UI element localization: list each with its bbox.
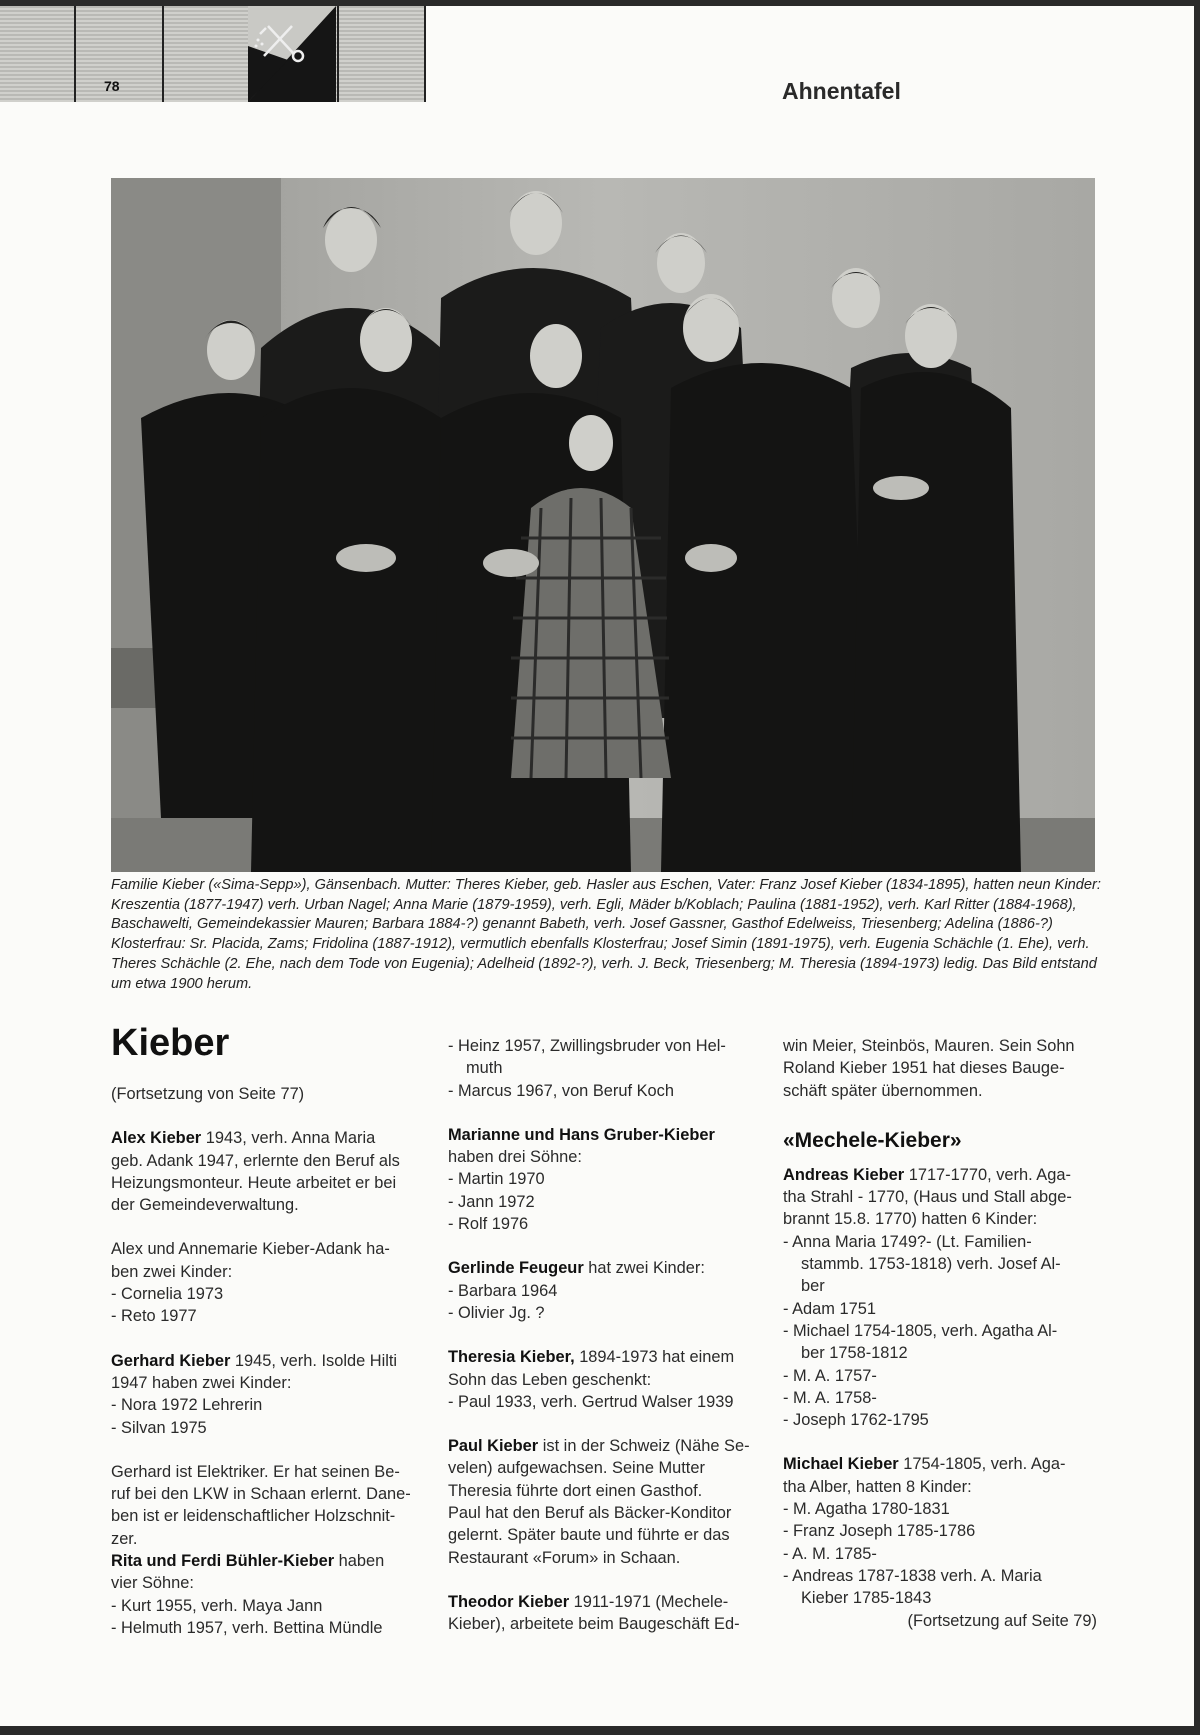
header-divider (424, 6, 426, 102)
text-line: tha Alber, hatten 8 Kinder: (783, 1477, 972, 1496)
paragraph: Michael Kieber 1754-1805, verh. Aga- (783, 1455, 1066, 1474)
list-item: - Andreas 1787-1838 verh. A. Maria (783, 1566, 1042, 1585)
page-number: 78 (104, 78, 120, 94)
paragraph: Alex Kieber 1943, verh. Anna Maria (111, 1129, 376, 1148)
list-item: muth (466, 1059, 503, 1078)
text-line: zer. (111, 1529, 138, 1548)
list-item: - Paul 1933, verh. Gertrud Walser 1939 (448, 1392, 734, 1411)
page (0, 6, 1194, 1726)
text-line: gelernt. Später baute und führte er das (448, 1526, 730, 1545)
text-line: Sohn das Leben geschenkt: (448, 1370, 652, 1389)
article-subtitle: (Fortsetzung von Seite 77) (111, 1085, 305, 1103)
person-name: Gerhard Kieber (111, 1351, 231, 1370)
article-title: Kieber (111, 1022, 230, 1064)
text-line: Paul hat den Beruf als Bäcker-Konditor (448, 1504, 732, 1523)
text-line: ruf bei den LKW in Schaan erlernt. Dane- (111, 1485, 411, 1504)
photo-caption: Familie Kieber («Sima-Sepp»), Gänsenbach. Mutter: Theres Kieber, geb. Hasler aus Eschen, Vater: Franz Josef Kieber (1834-1895), hatten neun Kinder: Kreszentia (1877-1947) verh. Urban Nagel; Anna Marie (1879-1959), verh. Egli, Mäder b/Koblach; Paulina (1881-1952), verh. Karl Ritter (1884-1968), Baschawelti, Gemeindekassier Mauren; Barbara 1884-?) genannt Babeth, verh. Josef Gassner, Gasthof Edelweiss, Triesenberg; Adelina (1886-?) Klosterfrau: Sr. Placida, Zams; Fridolina (1887-1912), vermutlich ebenfalls Klosterfrau; Josef Simin (1891-1975), verh. Eugenia Schächle (1. Ehe), verh. Theres Schächle (2. Ehe, nach dem Tode von Eugenia); Adelheid (1892-?), verh. J. Beck, Triesenberg; M. Theresia (1894-1973) ledig. Das Bild entstand um etwa 1900 herum. (111, 877, 1101, 992)
header-divider (162, 6, 164, 102)
text-line: brannt 15.8. 1770) hatten 6 Kinder: (783, 1210, 1038, 1229)
list-item: - M. A. 1757- (783, 1366, 877, 1385)
list-item: - Reto 1977 (111, 1307, 197, 1326)
list-item: - Heinz 1957, Zwillingsbruder von Hel- (448, 1037, 726, 1055)
text-line: velen) aufgewachsen. Seine Mutter (448, 1459, 705, 1478)
text-line: schäft später übernommen. (783, 1081, 983, 1100)
list-item: - Kurt 1955, verh. Maya Jann (111, 1596, 323, 1615)
list-item: ber 1758-1812 (801, 1344, 908, 1363)
text-line: ben ist er leidenschaftlicher Holzschnit- (111, 1507, 396, 1526)
text-line: Gerhard ist Elektriker. Er hat seinen Be- (111, 1462, 400, 1481)
list-item: - M. Agatha 1780-1831 (783, 1500, 950, 1519)
paragraph (448, 1124, 764, 1146)
person-name: Alex Kieber (111, 1129, 202, 1148)
header-divider (337, 6, 339, 102)
text-line: Alex und Annemarie Kieber-Adank ha- (111, 1240, 390, 1259)
list-item: - Joseph 1762-1795 (783, 1411, 929, 1430)
list-item: - Franz Joseph 1785-1786 (783, 1522, 976, 1541)
list-item: - Adam 1751 (783, 1299, 876, 1318)
list-item: - Silvan 1975 (111, 1418, 207, 1437)
paragraph: Theresia Kieber, 1894-1973 hat einem (448, 1348, 735, 1367)
list-item: Kieber 1785-1843 (801, 1589, 932, 1608)
list-item: - Rolf 1976 (448, 1215, 529, 1234)
column-2 (448, 1035, 764, 1636)
person-name: Gerlinde Feugeur (448, 1259, 584, 1278)
list-item: ber (801, 1277, 825, 1296)
person-name: Paul Kieber (448, 1437, 539, 1456)
text-line: ben zwei Kinder: (111, 1262, 233, 1281)
list-item: - Jann 1972 (448, 1192, 535, 1211)
text-line: Roland Kieber 1951 hat dieses Bauge- (783, 1059, 1065, 1078)
continued-note: (Fortsetzung auf Seite 79) (907, 1611, 1097, 1630)
list-item: - A. M. 1785- (783, 1544, 877, 1563)
person-name: Rita und Ferdi Bühler-Kieber (111, 1552, 335, 1571)
header-strip (0, 6, 425, 102)
list-item: - Cornelia 1973 (111, 1285, 224, 1304)
text-line: Restaurant «Forum» in Schaan. (448, 1548, 681, 1567)
person-name: Marianne und Hans Gruber-Kieber (448, 1125, 715, 1144)
paragraph: Rita und Ferdi Bühler-Kieber haben (111, 1552, 385, 1571)
list-item: - Olivier Jg. ? (448, 1303, 545, 1322)
text-line: der Gemeindeverwaltung. (111, 1196, 299, 1215)
text-line: Theresia führte dort einen Gasthof. (448, 1481, 703, 1500)
person-name: Michael Kieber (783, 1455, 899, 1474)
person-name: Andreas Kieber (783, 1165, 905, 1184)
header-divider (74, 6, 76, 102)
column-3 (783, 1035, 1097, 1632)
list-item: - Marcus 1967, von Beruf Koch (448, 1081, 674, 1100)
text-line: tha Strahl - 1770, (Haus und Stall abge- (783, 1188, 1072, 1207)
list-item: - Martin 1970 (448, 1170, 545, 1189)
paragraph: Andreas Kieber 1717-1770, verh. Aga- (783, 1165, 1071, 1184)
list-item: - Anna Maria 1749?- (Lt. Familien- (783, 1232, 1032, 1251)
text-line: Heizungsmonteur. Heute arbeitet er bei (111, 1173, 397, 1192)
list-item: - Barbara 1964 (448, 1281, 558, 1300)
crossed-keys-emblem-icon (248, 6, 336, 102)
column-1 (111, 1083, 427, 1639)
section-title: Ahnentafel (782, 78, 901, 104)
paragraph: Gerhard Kieber 1945, verh. Isolde Hilti (111, 1351, 398, 1370)
text-line: haben drei Söhne: (448, 1148, 582, 1167)
text-line: 1947 haben zwei Kinder: (111, 1373, 292, 1392)
paragraph: Gerlinde Feugeur hat zwei Kinder: (448, 1259, 705, 1278)
list-item: - Nora 1972 Lehrerin (111, 1396, 263, 1415)
person-name: Theodor Kieber (448, 1592, 570, 1611)
list-item: - Helmuth 1957, verh. Bettina Mündle (111, 1618, 383, 1637)
person-name: Theresia Kieber, (448, 1348, 575, 1367)
list-item: - Michael 1754-1805, verh. Agatha Al- (783, 1321, 1058, 1340)
paragraph: Theodor Kieber 1911-1971 (Mechele- (448, 1592, 729, 1611)
family-photograph (111, 178, 1095, 872)
text-line: geb. Adank 1947, erlernte den Beruf als (111, 1151, 400, 1170)
text-line: Kieber), arbeitete beim Baugeschäft Ed- (448, 1615, 740, 1634)
paragraph: Paul Kieber ist in der Schweiz (Nähe Se- (448, 1437, 750, 1456)
list-item: stammb. 1753-1818) verh. Josef Al- (801, 1255, 1061, 1274)
subsection-title: «Mechele-Kieber» (783, 1128, 962, 1152)
text-line: win Meier, Steinbös, Mauren. Sein Sohn (783, 1037, 1075, 1055)
text-line: vier Söhne: (111, 1574, 194, 1593)
list-item: - M. A. 1758- (783, 1388, 877, 1407)
